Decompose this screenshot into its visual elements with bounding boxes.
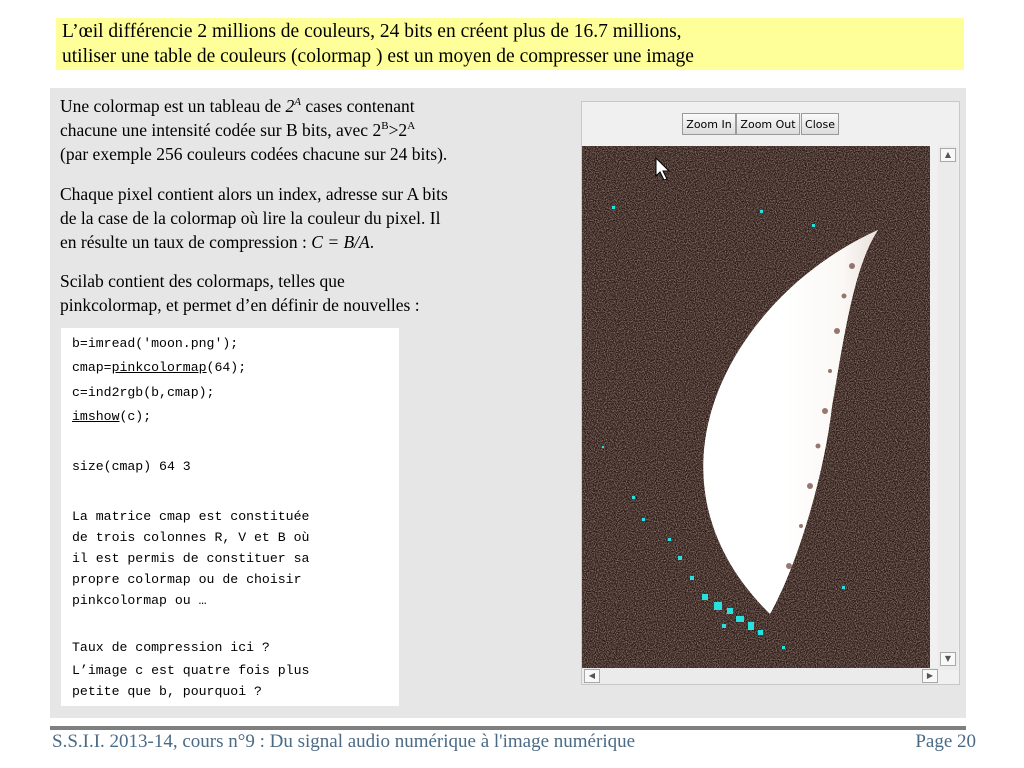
math-2a: $2^A$ xyxy=(285,96,301,116)
p1-line-3: (par exemple 256 couleurs codées chacune sur 24 bits). xyxy=(60,144,448,164)
note-line-4: propre colormap ou de choisir xyxy=(72,572,302,587)
paragraph-colormap-definition xyxy=(60,94,580,166)
title-line-2: utiliser une table de couleurs (colormap ) est un moyen de compresser une image xyxy=(62,46,694,67)
footer-course-title: S.S.I.I. 2013-14, cours n°9 : Du signal audio numérique à l'image numérique xyxy=(52,731,636,752)
moon-image[interactable] xyxy=(582,146,930,668)
question-line-3: petite que b, pourquoi ? xyxy=(72,684,262,699)
title-line-1: L’œil différencie 2 millions de couleurs, 24 bits en créent plus de 16.7 millions, xyxy=(62,21,682,42)
note-line-5: pinkcolormap ou … xyxy=(72,593,207,608)
note-line-2: de trois colonnes R, V et B où xyxy=(72,530,310,545)
zoom-in-button[interactable]: Zoom In xyxy=(682,113,736,135)
scroll-up-icon[interactable]: ▲ xyxy=(940,148,956,162)
scroll-down-icon[interactable]: ▼ xyxy=(940,652,956,666)
paragraph-pixel-index xyxy=(60,182,580,254)
scroll-right-icon[interactable]: ▶ xyxy=(922,669,938,683)
p2-line-3: en résulte un taux de compression : C = B/A. xyxy=(60,232,375,252)
note-line-1: La matrice cmap est constituée xyxy=(72,509,310,524)
vertical-scrollbar[interactable] xyxy=(938,146,958,670)
p1-line-2: chacune une intensité codée sur B bits, avec $2^B>2^A$ xyxy=(60,120,416,140)
code-panel xyxy=(61,328,399,706)
imshow-link[interactable]: imshow xyxy=(72,409,120,424)
image-viewer-window xyxy=(581,101,960,685)
p3-line-2: pinkcolormap, et permet d’en définir de nouvelles : xyxy=(60,295,420,315)
footer-page-number: Page 20 xyxy=(915,731,976,752)
pinkcolormap-link[interactable]: pinkcolormap xyxy=(111,360,207,375)
code-line-cmap: cmap=pinkcolormap(64); xyxy=(72,360,247,375)
footer-divider xyxy=(50,726,966,730)
p2-line-1: Chaque pixel contient alors un index, adresse sur A bits xyxy=(60,184,448,204)
paragraph-scilab xyxy=(60,269,580,317)
code-line-ind2rgb: c=ind2rgb(b,cmap); xyxy=(72,385,215,400)
code-line-imread: b=imread('moon.png'); xyxy=(72,336,239,351)
zoom-out-button[interactable]: Zoom Out xyxy=(736,113,800,135)
close-button[interactable]: Close xyxy=(801,113,839,135)
math-compression-ratio: C = B/A xyxy=(311,232,370,252)
scroll-left-icon[interactable]: ◀ xyxy=(584,669,600,683)
code-line-imshow: imshow(c); xyxy=(72,409,152,424)
p1-line-1: Une colormap est un tableau de $2^A$ cases contenant xyxy=(60,96,415,116)
horizontal-scrollbar[interactable] xyxy=(582,668,938,684)
question-line-1: Taux de compression ici ? xyxy=(72,640,270,655)
slide-title xyxy=(56,18,964,70)
code-line-size: size(cmap) 64 3 xyxy=(72,459,191,474)
p3-line-1: Scilab contient des colormaps, telles que xyxy=(60,271,345,291)
question-line-2: L’image c est quatre fois plus xyxy=(72,663,310,678)
note-line-3: il est permis de constituer sa xyxy=(72,551,310,566)
p2-line-2: de la case de la colormap où lire la couleur du pixel. Il xyxy=(60,208,441,228)
